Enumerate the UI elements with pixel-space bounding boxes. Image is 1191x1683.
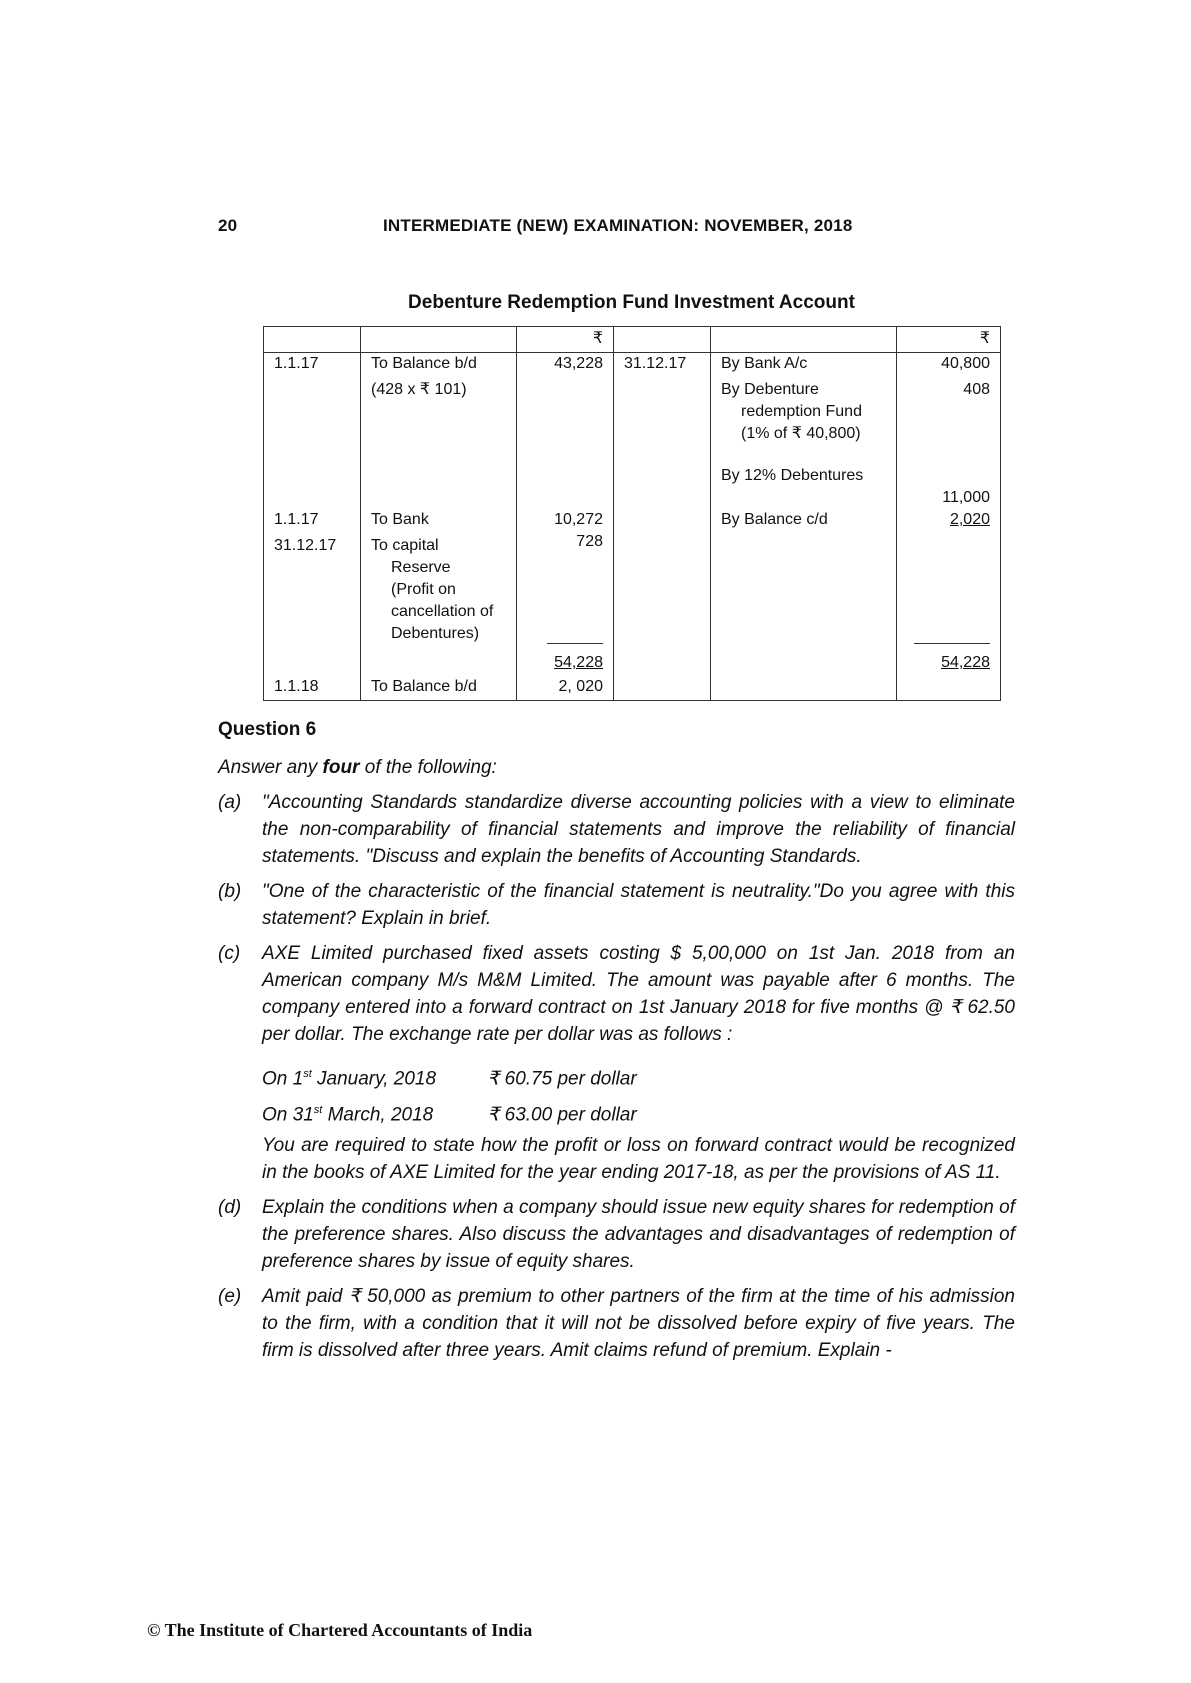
dr-amount: 10,272 728 bbox=[517, 509, 614, 652]
rate-date: On 1st January, 2018 bbox=[262, 1068, 437, 1090]
ledger-row bbox=[264, 353, 1001, 510]
exam-title: INTERMEDIATE (NEW) EXAMINATION: NOVEMBER, 2018 bbox=[383, 216, 853, 235]
item-text: Explain the conditions when a company should issue new equity shares for redemption of the preference shares. Also discuss the advantages and disadvantages of redemption of preference shares by issue of equity shares. bbox=[262, 1197, 1015, 1272]
question-item-a bbox=[218, 789, 1015, 870]
dr-date: 1.1.17 31.12.17 bbox=[264, 509, 361, 652]
rate-row bbox=[262, 1092, 1015, 1128]
item-text: AXE Limited purchased fixed assets costing $ 5,00,000 on 1st Jan. 2018 from an American company M/s M&M Limited. The amount was payable after 6 months. The company entered into a forward contract on 1st January 2018 for five months @ ₹ 62.50 per dollar. The exchange rate per dollar was as follows : bbox=[262, 943, 1015, 1045]
subtotal-rule bbox=[914, 643, 990, 644]
item-text: Amit paid ₹ 50,000 as premium to other partners of the firm at the time of his admission to the firm, with a condition that it will not be dissolved before expiry of five years. The firm is dissolved after three years. Amit claims refund of premium. Explain - bbox=[262, 1286, 1015, 1361]
rate-value: ₹ 63.00 per dollar bbox=[487, 1104, 637, 1126]
copyright-footer: © The Institute of Chartered Accountants of India bbox=[147, 1620, 533, 1640]
item-label: (b) bbox=[218, 881, 242, 902]
question-item-d bbox=[218, 1194, 1015, 1275]
cr-particulars: By Balance c/d bbox=[711, 509, 897, 652]
item-label: (d) bbox=[218, 1197, 242, 1218]
dr-date: 1.1.17 bbox=[264, 353, 361, 510]
exchange-rates bbox=[262, 1056, 1015, 1128]
dr-amount: 2, 020 bbox=[517, 676, 614, 700]
cr-particulars: By Bank A/c By Debenture redemption Fund (1% of ₹ 40,800) By 12% Debentures bbox=[711, 353, 897, 510]
cr-total: 54,228 bbox=[897, 652, 1001, 676]
dr-particulars: To Bank To capital Reserve (Profit on cancellation of Debentures) bbox=[361, 509, 517, 652]
cr-date: 31.12.17 bbox=[614, 353, 711, 510]
subtotal-rule bbox=[547, 643, 603, 644]
page-number: 20 bbox=[218, 216, 238, 235]
ledger-title: Debenture Redemption Fund Investment Account bbox=[408, 292, 855, 313]
ledger-row bbox=[264, 676, 1001, 700]
item-label: (e) bbox=[218, 1286, 242, 1307]
dr-particulars: To Balance b/d bbox=[361, 676, 517, 700]
ledger-total-row bbox=[264, 652, 1001, 676]
question-heading: Question 6 bbox=[218, 719, 317, 740]
question-item-c bbox=[218, 940, 1015, 1186]
rate-row bbox=[262, 1056, 1015, 1092]
ledger-table bbox=[263, 326, 1001, 701]
item-text: "Accounting Standards standardize diverse accounting policies with a view to eliminate the non-comparability of financial statements and improve the reliability of financial statements. "Discuss and explain the benefits of Accounting Standards. bbox=[262, 792, 1015, 867]
ledger-header-row bbox=[264, 327, 1001, 353]
dr-currency-symbol: ₹ bbox=[517, 327, 614, 353]
item-text: "One of the characteristic of the financial statement is neutrality."Do you agree with this statement? Explain in brief. bbox=[262, 881, 1015, 929]
cr-amount: 2,020 bbox=[897, 509, 1001, 652]
dr-total: 54,228 bbox=[517, 652, 614, 676]
ledger-row bbox=[264, 509, 1001, 652]
item-text: You are required to state how the profit or loss on forward contract would be recognized in the books of AXE Limited for the year ending 2017-18, as per the provisions of AS 11. bbox=[262, 1135, 1015, 1183]
dr-amount: 43,228 bbox=[517, 353, 614, 510]
question-item-b bbox=[218, 878, 1015, 932]
item-label: (a) bbox=[218, 792, 242, 813]
question-item-e bbox=[218, 1283, 1015, 1364]
rate-value: ₹ 60.75 per dollar bbox=[487, 1068, 637, 1090]
cr-currency-symbol: ₹ bbox=[897, 327, 1001, 353]
dr-date: 1.1.18 bbox=[264, 676, 361, 700]
question-body bbox=[218, 754, 1015, 1372]
dr-particulars: To Balance b/d (428 x ₹ 101) bbox=[361, 353, 517, 510]
cr-amount: 40,800 408 11,000 bbox=[897, 353, 1001, 510]
question-intro: Answer any four of the following: bbox=[218, 757, 497, 778]
rate-date: On 31st March, 2018 bbox=[262, 1104, 434, 1126]
item-label: (c) bbox=[218, 943, 241, 964]
